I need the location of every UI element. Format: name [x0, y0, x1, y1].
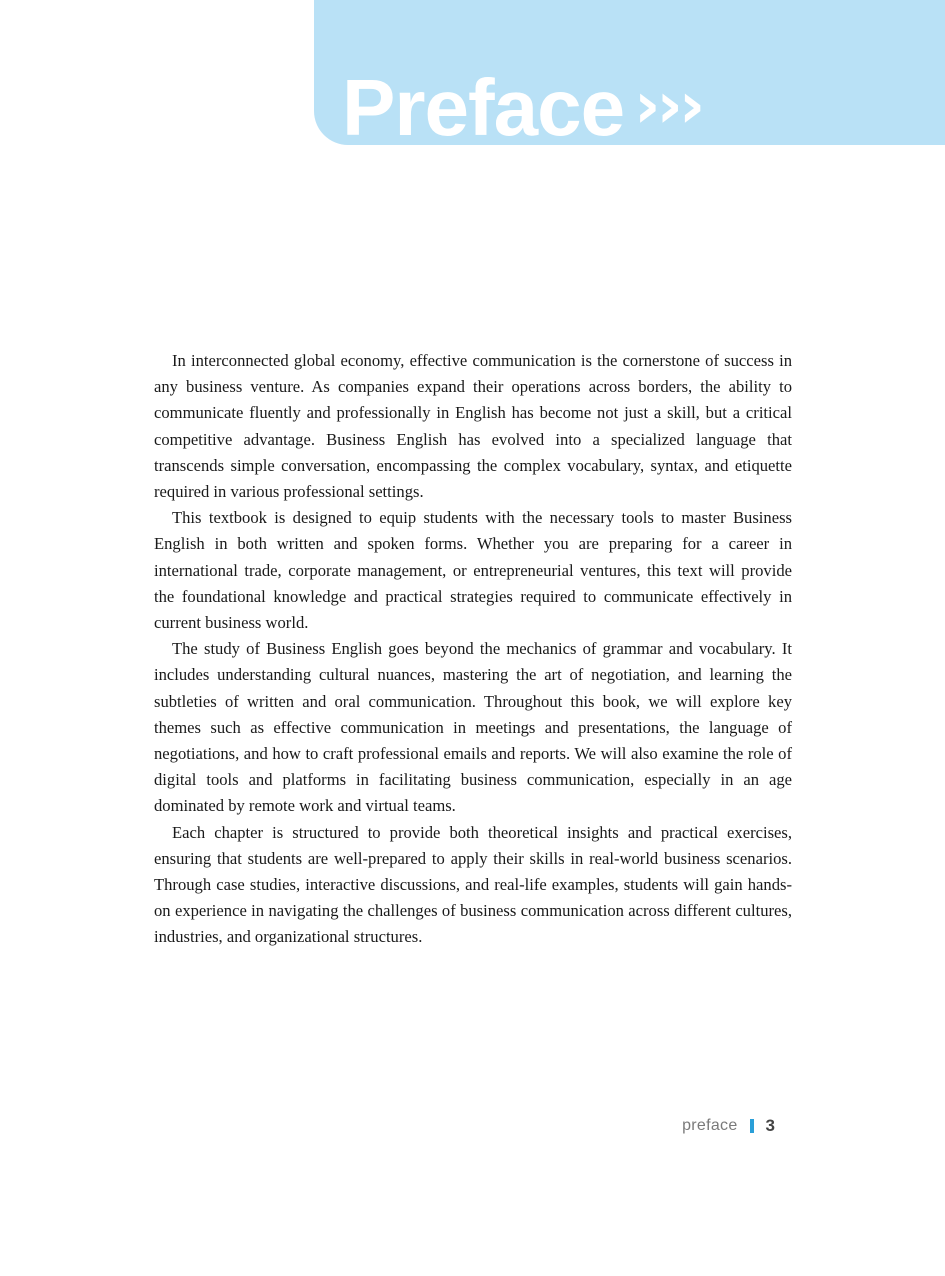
preface-body	[154, 348, 792, 951]
paragraph-4: Each chapter is structured to provide both theoretical insights and practical exercises, ensuring that students are well-prepared to apply their skills in real-world business scenarios. Through case studies, interactive discussions, and real-life examples, students will gain hands-on experience in navigating the challenges of business communication across different cultures, industries, and organizational structures.	[154, 822, 792, 947]
page-footer	[682, 1116, 775, 1136]
header-band	[314, 0, 945, 145]
footer-divider-bar	[750, 1119, 754, 1133]
footer-section-label: preface	[682, 1117, 738, 1134]
paragraph-3: The study of Business English goes beyond the mechanics of grammar and vocabulary. It includes understanding cultural nuances, mastering the art of negotiation, and learning the subtleties of written and oral communication. Throughout this book, we will explore key themes such as effective communication in meetings and presentations, the language of negotiations, and how to craft professional emails and reports. We will also examine the role of digital tools and platforms in facilitating business communication, especially in an age dominated by remote work and virtual teams.	[154, 639, 792, 816]
chevron-right-icon: ›››	[634, 69, 702, 143]
title-wrap	[342, 63, 702, 145]
paragraph-2: This textbook is designed to equip students with the necessary tools to master Business English in both written and spoken forms. Whether you are preparing for a career in international trade, corporate management, or entrepreneurial ventures, this text will provide the foundational knowledge and practical strategies required to communicate effectively in current business world.	[154, 508, 792, 633]
paragraph-1: In interconnected global economy, effective communication is the cornerstone of success in any business venture. As companies expand their operations across borders, the ability to communicate fluently and professionally in English has become not just a skill, but a critical competitive advantage. Business English has evolved into a specialized language that transcends simple conversation, encompassing the complex vocabulary, syntax, and etiquette required in various professional settings.	[154, 351, 792, 502]
page-title: Preface	[342, 63, 625, 145]
page-number: 3	[765, 1116, 775, 1135]
